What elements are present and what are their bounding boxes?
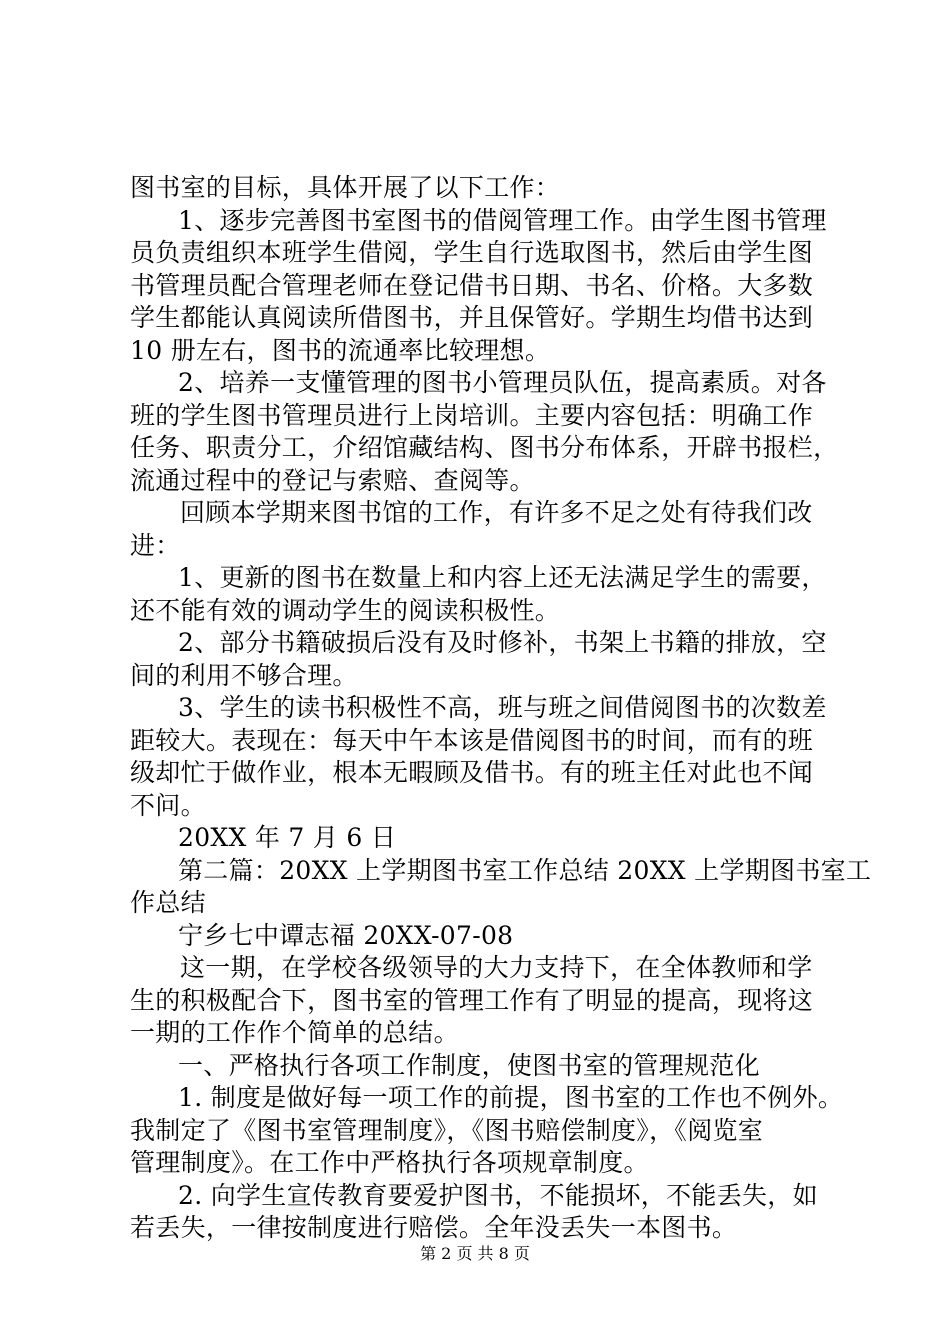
text-line: 2、部分书籍破损后没有及时修补，书架上书籍的排放，空 (178, 628, 827, 657)
text-line: 流通过程中的登记与索赔、查阅等。 (130, 465, 535, 495)
text-line: 任务、职责分工，介绍馆藏结构、图书分布体系，开辟书报栏， (130, 433, 839, 462)
text-line: 作总结 (130, 888, 206, 917)
text-line: 间的利用不够合理。 (130, 660, 358, 690)
text-line: 1、逐步完善图书室图书的借阅管理工作。由学生图书管理 (178, 205, 827, 235)
text-line: 员负责组织本班学生借阅，学生自行选取图书，然后由学生图 (130, 238, 814, 267)
document-body (130, 172, 872, 1245)
page-number-footer: 第 2 页 共 8 页 (420, 1244, 530, 1263)
text-line: 我制定了《图书室管理制度》，《图书赔偿制度》，《阅览室 (130, 1115, 764, 1145)
date-line: 20XX 年 7 月 6 日 (178, 823, 397, 852)
text-line: 学生都能认真阅读所借图书，并且保管好。学期生均借书达到 (130, 303, 814, 332)
section-title-line: 第二篇：20XX 上学期图书室工作总结 20XX 上学期图书室工 (178, 855, 872, 885)
text-line: 不问。 (130, 790, 206, 820)
text-line: 3、学生的读书积极性不高，班与班之间借阅图书的次数差 (178, 693, 827, 722)
text-line: 10 册左右，图书的流通率比较理想。 (130, 335, 551, 365)
author-line: 宁乡七中谭志福 20XX-07-08 (178, 920, 514, 950)
text-line: 一期的工作作个简单的总结。 (130, 1018, 459, 1047)
text-line: 2. 向学生宣传教育要爱护图书，不能损坏，不能丢失，如 (178, 1180, 818, 1210)
text-line: 管理制度》。在工作中严格执行各项规章制度。 (130, 1148, 649, 1177)
text-line: 进： (130, 530, 181, 560)
text-line: 1、更新的图书在数量上和内容上还无法满足学生的需要， (178, 563, 827, 592)
text-line: 2、培养一支懂管理的图书小管理员队伍，提高素质。对各 (178, 368, 827, 397)
text-line: 这一期，在学校各级领导的大力支持下，在全体教师和学 (180, 953, 813, 982)
text-line: 级却忙于做作业，根本无暇顾及借书。有的班主任对此也不闻 (130, 758, 814, 787)
text-line: 图书室的目标，具体开展了以下工作： (130, 173, 561, 202)
text-line: 若丢失，一律按制度进行赔偿。全年没丢失一本图书。 (130, 1213, 738, 1242)
text-line: 还不能有效的调动学生的阅读积极性。 (130, 595, 561, 625)
text-line: 回顾本学期来图书馆的工作，有许多不足之处有待我们改 (180, 498, 813, 527)
text-line: 生的积极配合下，图书室的管理工作有了明显的提高，现将这 (130, 985, 814, 1015)
heading-line: 一、严格执行各项工作制度，使图书室的管理规范化 (178, 1050, 760, 1080)
text-line: 距较大。表现在：每天中午本该是借阅图书的时间，而有的班 (130, 725, 814, 755)
text-line: 1. 制度是做好每一项工作的前提，图书室的工作也不例外。 (178, 1083, 844, 1112)
text-line: 书管理员配合管理老师在登记借书日期、书名、价格。大多数 (130, 270, 814, 300)
text-line: 班的学生图书管理员进行上岗培训。主要内容包括：明确工作 (130, 400, 814, 430)
